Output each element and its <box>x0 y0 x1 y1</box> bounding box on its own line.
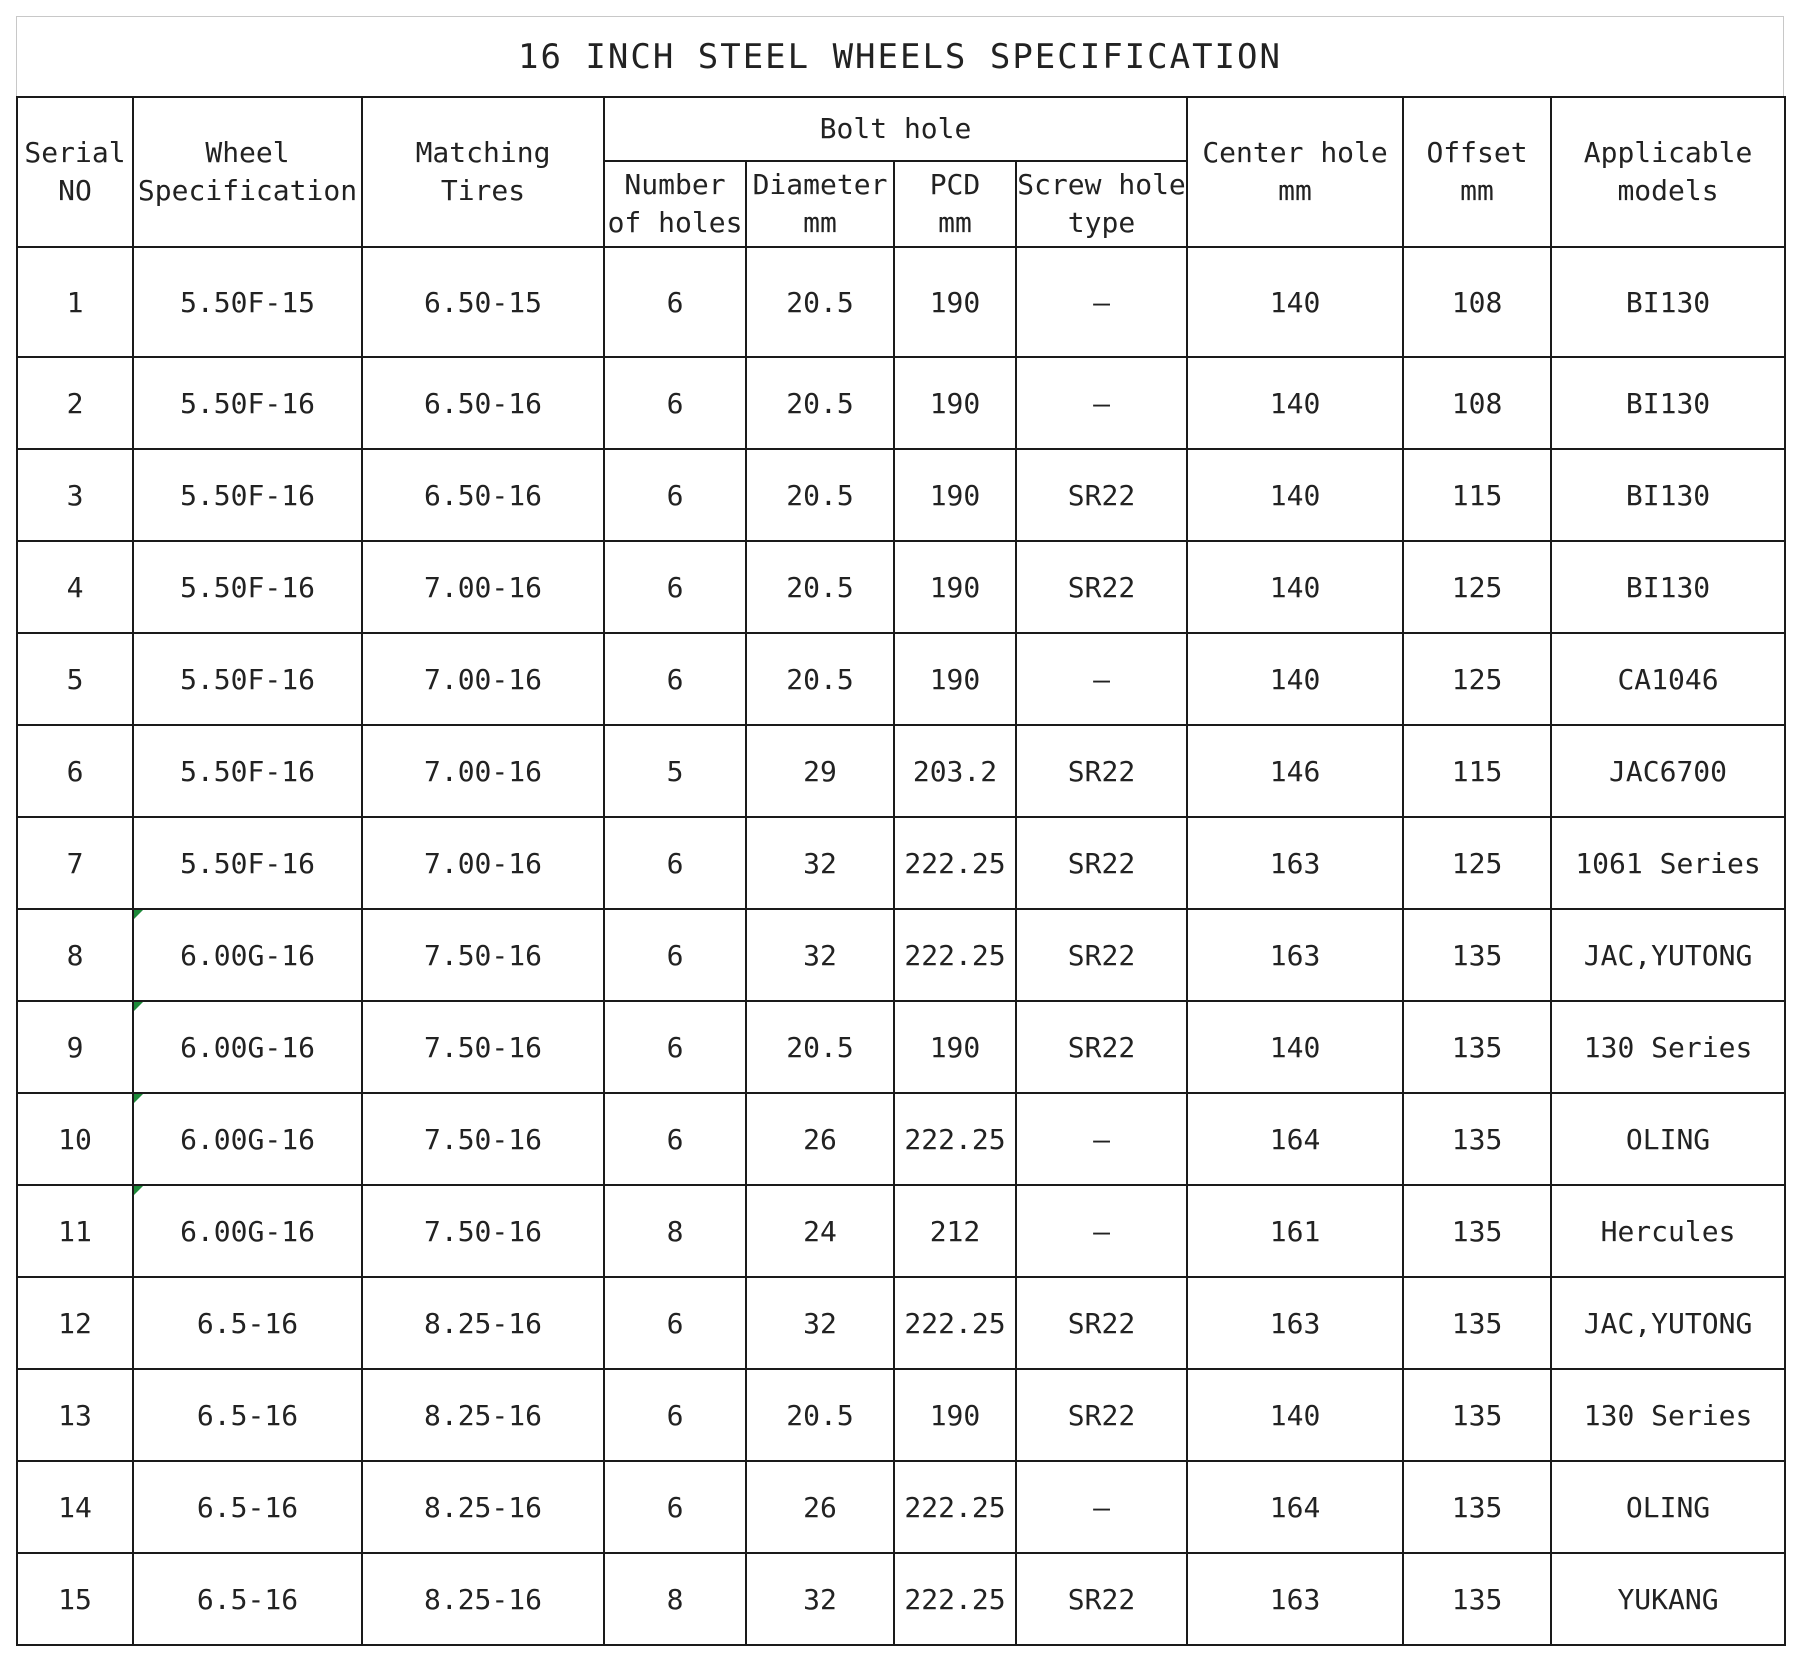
cell-screw-hole-type: SR22 <box>1016 449 1187 541</box>
cell-applicable-models: BI130 <box>1551 449 1785 541</box>
cell-pcd: 190 <box>894 541 1016 633</box>
cell-diameter: 20.5 <box>746 357 894 449</box>
cell-diameter: 20.5 <box>746 633 894 725</box>
cell-diameter: 32 <box>746 1277 894 1369</box>
cell-number-of-holes: 6 <box>604 1093 746 1185</box>
cell-matching-tires: 7.50-16 <box>362 1093 604 1185</box>
cell-number-of-holes: 5 <box>604 725 746 817</box>
cell-matching-tires: 7.00-16 <box>362 817 604 909</box>
cell-number-of-holes: 6 <box>604 1277 746 1369</box>
cell-serial: 7 <box>17 817 133 909</box>
table-row <box>17 247 1785 357</box>
cell-diameter: 32 <box>746 909 894 1001</box>
cell-number-of-holes: 6 <box>604 817 746 909</box>
cell-pcd: 212 <box>894 1185 1016 1277</box>
cell-serial: 12 <box>17 1277 133 1369</box>
cell-screw-hole-type: SR22 <box>1016 1553 1187 1645</box>
cell-pcd: 222.25 <box>894 1553 1016 1645</box>
cell-applicable-models: JAC6700 <box>1551 725 1785 817</box>
cell-offset: 135 <box>1403 1001 1551 1093</box>
cell-offset: 135 <box>1403 1553 1551 1645</box>
cell-number-of-holes: 6 <box>604 247 746 357</box>
table-row <box>17 909 1785 1001</box>
cell-matching-tires: 7.50-16 <box>362 1001 604 1093</box>
cell-screw-hole-type: SR22 <box>1016 1369 1187 1461</box>
header-applicable-models: Applicable models <box>1551 97 1785 247</box>
cell-matching-tires: 7.00-16 <box>362 541 604 633</box>
cell-center-hole: 140 <box>1187 1001 1403 1093</box>
table-title: 16 INCH STEEL WHEELS SPECIFICATION <box>16 16 1784 96</box>
cell-serial: 1 <box>17 247 133 357</box>
cell-screw-hole-type: — <box>1016 1185 1187 1277</box>
cell-number-of-holes: 6 <box>604 357 746 449</box>
cell-serial: 2 <box>17 357 133 449</box>
table-row <box>17 633 1785 725</box>
cell-number-of-holes: 6 <box>604 1369 746 1461</box>
cell-center-hole: 140 <box>1187 541 1403 633</box>
cell-wheel-specification: 6.5-16 <box>133 1553 362 1645</box>
cell-serial: 5 <box>17 633 133 725</box>
cell-offset: 125 <box>1403 817 1551 909</box>
cell-wheel-specification: 6.5-16 <box>133 1369 362 1461</box>
table-row <box>17 449 1785 541</box>
cell-offset: 115 <box>1403 725 1551 817</box>
table-row <box>17 1277 1785 1369</box>
cell-number-of-holes: 6 <box>604 1461 746 1553</box>
cell-serial: 15 <box>17 1553 133 1645</box>
cell-applicable-models: JAC,YUTONG <box>1551 909 1785 1001</box>
table-body <box>17 247 1785 1645</box>
cell-center-hole: 164 <box>1187 1461 1403 1553</box>
cell-matching-tires: 8.25-16 <box>362 1461 604 1553</box>
cell-wheel-specification: 6.5-16 <box>133 1461 362 1553</box>
cell-number-of-holes: 8 <box>604 1553 746 1645</box>
cell-offset: 108 <box>1403 357 1551 449</box>
cell-diameter: 29 <box>746 725 894 817</box>
cell-screw-hole-type: SR22 <box>1016 1277 1187 1369</box>
cell-applicable-models: 130 Series <box>1551 1369 1785 1461</box>
cell-diameter: 20.5 <box>746 1001 894 1093</box>
header-pcd: PCD mm <box>894 161 1016 247</box>
cell-number-of-holes: 6 <box>604 541 746 633</box>
cell-pcd: 190 <box>894 449 1016 541</box>
cell-wheel-specification: 5.50F-16 <box>133 817 362 909</box>
cell-center-hole: 140 <box>1187 247 1403 357</box>
cell-pcd: 222.25 <box>894 1461 1016 1553</box>
cell-number-of-holes: 6 <box>604 1001 746 1093</box>
cell-applicable-models: BI130 <box>1551 247 1785 357</box>
cell-diameter: 24 <box>746 1185 894 1277</box>
cell-offset: 135 <box>1403 909 1551 1001</box>
cell-center-hole: 164 <box>1187 1093 1403 1185</box>
header-center-hole: Center hole mm <box>1187 97 1403 247</box>
cell-number-of-holes: 6 <box>604 449 746 541</box>
cell-serial: 3 <box>17 449 133 541</box>
cell-wheel-specification: 5.50F-16 <box>133 449 362 541</box>
cell-matching-tires: 6.50-16 <box>362 449 604 541</box>
header-number-of-holes: Number of holes <box>604 161 746 247</box>
table-row <box>17 1185 1785 1277</box>
cell-number-of-holes: 6 <box>604 633 746 725</box>
cell-screw-hole-type: SR22 <box>1016 1001 1187 1093</box>
table-row <box>17 1461 1785 1553</box>
cell-diameter: 20.5 <box>746 541 894 633</box>
table-row <box>17 1369 1785 1461</box>
cell-pcd: 190 <box>894 633 1016 725</box>
cell-matching-tires: 8.25-16 <box>362 1369 604 1461</box>
cell-applicable-models: CA1046 <box>1551 633 1785 725</box>
cell-center-hole: 140 <box>1187 449 1403 541</box>
table-row <box>17 1093 1785 1185</box>
cell-applicable-models: BI130 <box>1551 357 1785 449</box>
cell-center-hole: 163 <box>1187 817 1403 909</box>
cell-serial: 11 <box>17 1185 133 1277</box>
cell-center-hole: 140 <box>1187 1369 1403 1461</box>
cell-screw-hole-type: SR22 <box>1016 541 1187 633</box>
cell-pcd: 190 <box>894 1001 1016 1093</box>
cell-applicable-models: 130 Series <box>1551 1001 1785 1093</box>
cell-serial: 8 <box>17 909 133 1001</box>
cell-applicable-models: OLING <box>1551 1093 1785 1185</box>
cell-diameter: 32 <box>746 817 894 909</box>
cell-serial: 4 <box>17 541 133 633</box>
table-row <box>17 541 1785 633</box>
cell-pcd: 222.25 <box>894 1277 1016 1369</box>
cell-serial: 10 <box>17 1093 133 1185</box>
cell-center-hole: 161 <box>1187 1185 1403 1277</box>
cell-pcd: 222.25 <box>894 817 1016 909</box>
table-row <box>17 817 1785 909</box>
header-screw-hole-type: Screw hole type <box>1016 161 1187 247</box>
spec-table <box>16 96 1786 1646</box>
table-row <box>17 1001 1785 1093</box>
cell-offset: 125 <box>1403 541 1551 633</box>
cell-screw-hole-type: — <box>1016 357 1187 449</box>
cell-offset: 135 <box>1403 1369 1551 1461</box>
cell-matching-tires: 7.50-16 <box>362 909 604 1001</box>
table-row <box>17 1553 1785 1645</box>
cell-wheel-specification: 5.50F-16 <box>133 633 362 725</box>
cell-applicable-models: OLING <box>1551 1461 1785 1553</box>
cell-serial: 14 <box>17 1461 133 1553</box>
header-wheel-specification: Wheel Specification <box>133 97 362 247</box>
cell-number-of-holes: 8 <box>604 1185 746 1277</box>
cell-pcd: 190 <box>894 357 1016 449</box>
cell-matching-tires: 7.00-16 <box>362 633 604 725</box>
cell-diameter: 26 <box>746 1093 894 1185</box>
header-bolt-hole: Bolt hole <box>604 97 1187 161</box>
cell-applicable-models: BI130 <box>1551 541 1785 633</box>
cell-diameter: 20.5 <box>746 247 894 357</box>
cell-applicable-models: JAC,YUTONG <box>1551 1277 1785 1369</box>
cell-wheel-specification: 6.5-16 <box>133 1277 362 1369</box>
cell-wheel-specification: 6.00G-16 <box>133 1185 362 1277</box>
cell-center-hole: 140 <box>1187 633 1403 725</box>
header-diameter: Diameter mm <box>746 161 894 247</box>
cell-serial: 9 <box>17 1001 133 1093</box>
cell-offset: 115 <box>1403 449 1551 541</box>
cell-matching-tires: 8.25-16 <box>362 1277 604 1369</box>
cell-screw-hole-type: SR22 <box>1016 817 1187 909</box>
cell-diameter: 26 <box>746 1461 894 1553</box>
cell-pcd: 222.25 <box>894 1093 1016 1185</box>
cell-offset: 135 <box>1403 1461 1551 1553</box>
spec-sheet <box>16 16 1784 1646</box>
cell-serial: 13 <box>17 1369 133 1461</box>
cell-offset: 108 <box>1403 247 1551 357</box>
cell-pcd: 190 <box>894 247 1016 357</box>
cell-diameter: 20.5 <box>746 1369 894 1461</box>
header-matching-tires: Matching Tires <box>362 97 604 247</box>
cell-diameter: 20.5 <box>746 449 894 541</box>
cell-matching-tires: 7.50-16 <box>362 1185 604 1277</box>
cell-screw-hole-type: — <box>1016 247 1187 357</box>
cell-center-hole: 163 <box>1187 1553 1403 1645</box>
cell-screw-hole-type: SR22 <box>1016 725 1187 817</box>
cell-center-hole: 146 <box>1187 725 1403 817</box>
cell-offset: 135 <box>1403 1185 1551 1277</box>
cell-center-hole: 163 <box>1187 909 1403 1001</box>
header-serial: Serial NO <box>17 97 133 247</box>
cell-pcd: 190 <box>894 1369 1016 1461</box>
table-row <box>17 357 1785 449</box>
cell-wheel-specification: 5.50F-16 <box>133 541 362 633</box>
cell-matching-tires: 8.25-16 <box>362 1553 604 1645</box>
cell-offset: 135 <box>1403 1093 1551 1185</box>
cell-applicable-models: 1061 Series <box>1551 817 1785 909</box>
cell-pcd: 222.25 <box>894 909 1016 1001</box>
cell-pcd: 203.2 <box>894 725 1016 817</box>
table-row <box>17 725 1785 817</box>
cell-wheel-specification: 5.50F-15 <box>133 247 362 357</box>
cell-diameter: 32 <box>746 1553 894 1645</box>
cell-wheel-specification: 6.00G-16 <box>133 1093 362 1185</box>
cell-matching-tires: 7.00-16 <box>362 725 604 817</box>
cell-wheel-specification: 5.50F-16 <box>133 357 362 449</box>
cell-matching-tires: 6.50-15 <box>362 247 604 357</box>
cell-wheel-specification: 6.00G-16 <box>133 1001 362 1093</box>
header-offset: Offset mm <box>1403 97 1551 247</box>
cell-center-hole: 163 <box>1187 1277 1403 1369</box>
cell-serial: 6 <box>17 725 133 817</box>
cell-offset: 125 <box>1403 633 1551 725</box>
cell-screw-hole-type: SR22 <box>1016 909 1187 1001</box>
cell-matching-tires: 6.50-16 <box>362 357 604 449</box>
cell-offset: 135 <box>1403 1277 1551 1369</box>
cell-center-hole: 140 <box>1187 357 1403 449</box>
cell-applicable-models: YUKANG <box>1551 1553 1785 1645</box>
cell-wheel-specification: 6.00G-16 <box>133 909 362 1001</box>
cell-number-of-holes: 6 <box>604 909 746 1001</box>
cell-screw-hole-type: — <box>1016 633 1187 725</box>
cell-screw-hole-type: — <box>1016 1461 1187 1553</box>
cell-applicable-models: Hercules <box>1551 1185 1785 1277</box>
cell-wheel-specification: 5.50F-16 <box>133 725 362 817</box>
cell-screw-hole-type: — <box>1016 1093 1187 1185</box>
